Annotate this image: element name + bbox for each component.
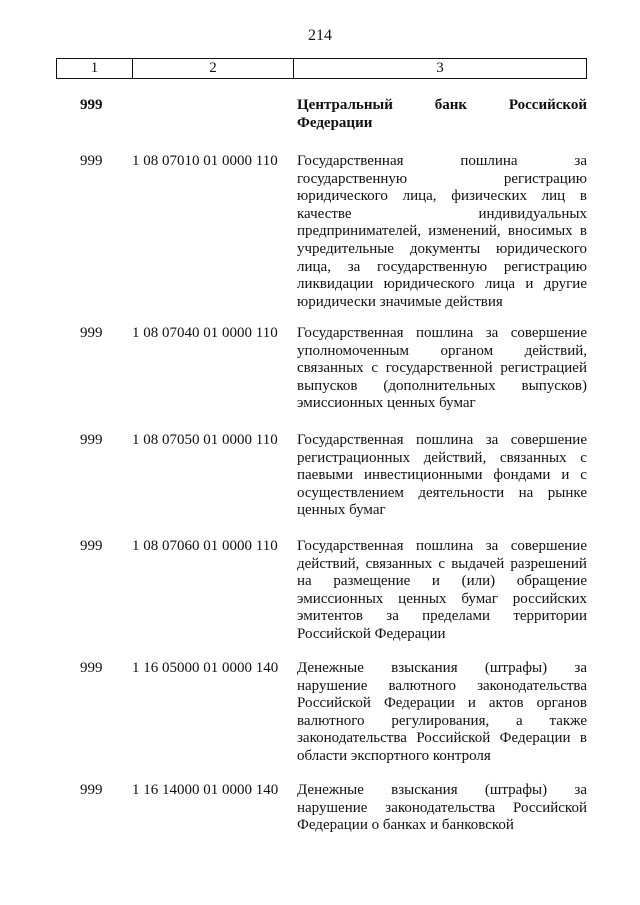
description-line: эмиссионных ценных бумаг (297, 395, 476, 412)
column-header-1: 1 (57, 59, 133, 79)
description-line: Государственная пошлина за совершение (297, 538, 587, 554)
description-line: эмиссионных ценных бумаг российских (297, 590, 587, 607)
column-header-table (56, 58, 587, 79)
row-code-classification: 1 08 07060 01 0000 110 (132, 538, 278, 554)
row-code-chapter: 999 (80, 538, 103, 554)
description-line: юридически значимые действия (297, 293, 503, 310)
row-code-classification: 1 08 07050 01 0000 110 (132, 432, 278, 448)
description-line: Российской Федерации (297, 625, 446, 642)
description-line: Денежные взыскания (штрафы) за (297, 782, 587, 798)
description-line: Федерации (297, 114, 373, 131)
description-line: Российской Федерации и актов органов (297, 695, 587, 712)
description-line: учредительные документы юридического (297, 240, 587, 257)
description-line: ликвидации юридического лица и другие (297, 276, 587, 293)
description-line: законодательства Российской Федерации в (297, 730, 587, 747)
description-line: Центральный банк Российской (297, 97, 587, 113)
row-description (297, 538, 587, 644)
row-code-chapter: 999 (80, 97, 103, 113)
description-line: нарушение валютного законодательства (297, 677, 587, 694)
row-description (297, 325, 587, 413)
description-line: валютного регулирования, а также (297, 712, 587, 729)
row-code-classification: 1 16 14000 01 0000 140 (132, 782, 279, 798)
description-line: Федерации о банках и банковской (297, 817, 514, 834)
description-line: выпусков (дополнительных выпусков) (297, 377, 587, 394)
row-code-classification: 1 08 07010 01 0000 110 (132, 153, 278, 169)
description-line: области экспортного контроля (297, 747, 491, 764)
description-line: нарушение законодательства Российской (297, 799, 587, 816)
description-line: ценных бумаг (297, 502, 386, 519)
page-number: 214 (308, 27, 332, 44)
description-line: юридического лица, физических лиц в (297, 188, 587, 205)
row-code-chapter: 999 (80, 325, 103, 341)
description-line: лица, за государственную регистрацию (297, 258, 587, 275)
description-line: предпринимателей, изменений, вносимых в (297, 223, 587, 240)
description-line: регистрационных действий, связанных с (297, 449, 587, 466)
description-line: на размещение и (или) обращение (297, 573, 587, 590)
description-line: действий, связанных с выдачей разрешений (297, 555, 587, 572)
row-description (297, 97, 587, 132)
description-line: осуществлением деятельности на рынке (297, 484, 587, 501)
row-code-chapter: 999 (80, 153, 103, 169)
row-description (297, 432, 587, 520)
description-line: Государственная пошлина за (297, 153, 587, 169)
row-code-classification: 1 16 05000 01 0000 140 (132, 660, 279, 676)
row-description (297, 660, 587, 766)
column-header-2: 2 (133, 59, 294, 79)
description-line: паевыми инвестиционными фондами и с (297, 467, 587, 484)
description-line: качестве индивидуальных (297, 205, 587, 222)
row-description (297, 782, 587, 835)
row-code-chapter: 999 (80, 432, 103, 448)
row-code-classification: 1 08 07040 01 0000 110 (132, 325, 278, 341)
column-header-3: 3 (294, 59, 587, 79)
description-line: Государственная пошлина за совершение (297, 432, 587, 448)
row-code-chapter: 999 (80, 660, 103, 676)
description-line: Денежные взыскания (штрафы) за (297, 660, 587, 676)
description-line: Государственная пошлина за совершение (297, 325, 587, 341)
description-line: эмитентов за пределами территории (297, 608, 587, 625)
description-line: уполномоченным органом действий, (297, 342, 587, 359)
row-description (297, 153, 587, 311)
row-code-chapter: 999 (80, 782, 103, 798)
description-line: связанных с государственной регистрацией (297, 360, 587, 377)
description-line: государственную регистрацию (297, 170, 587, 187)
